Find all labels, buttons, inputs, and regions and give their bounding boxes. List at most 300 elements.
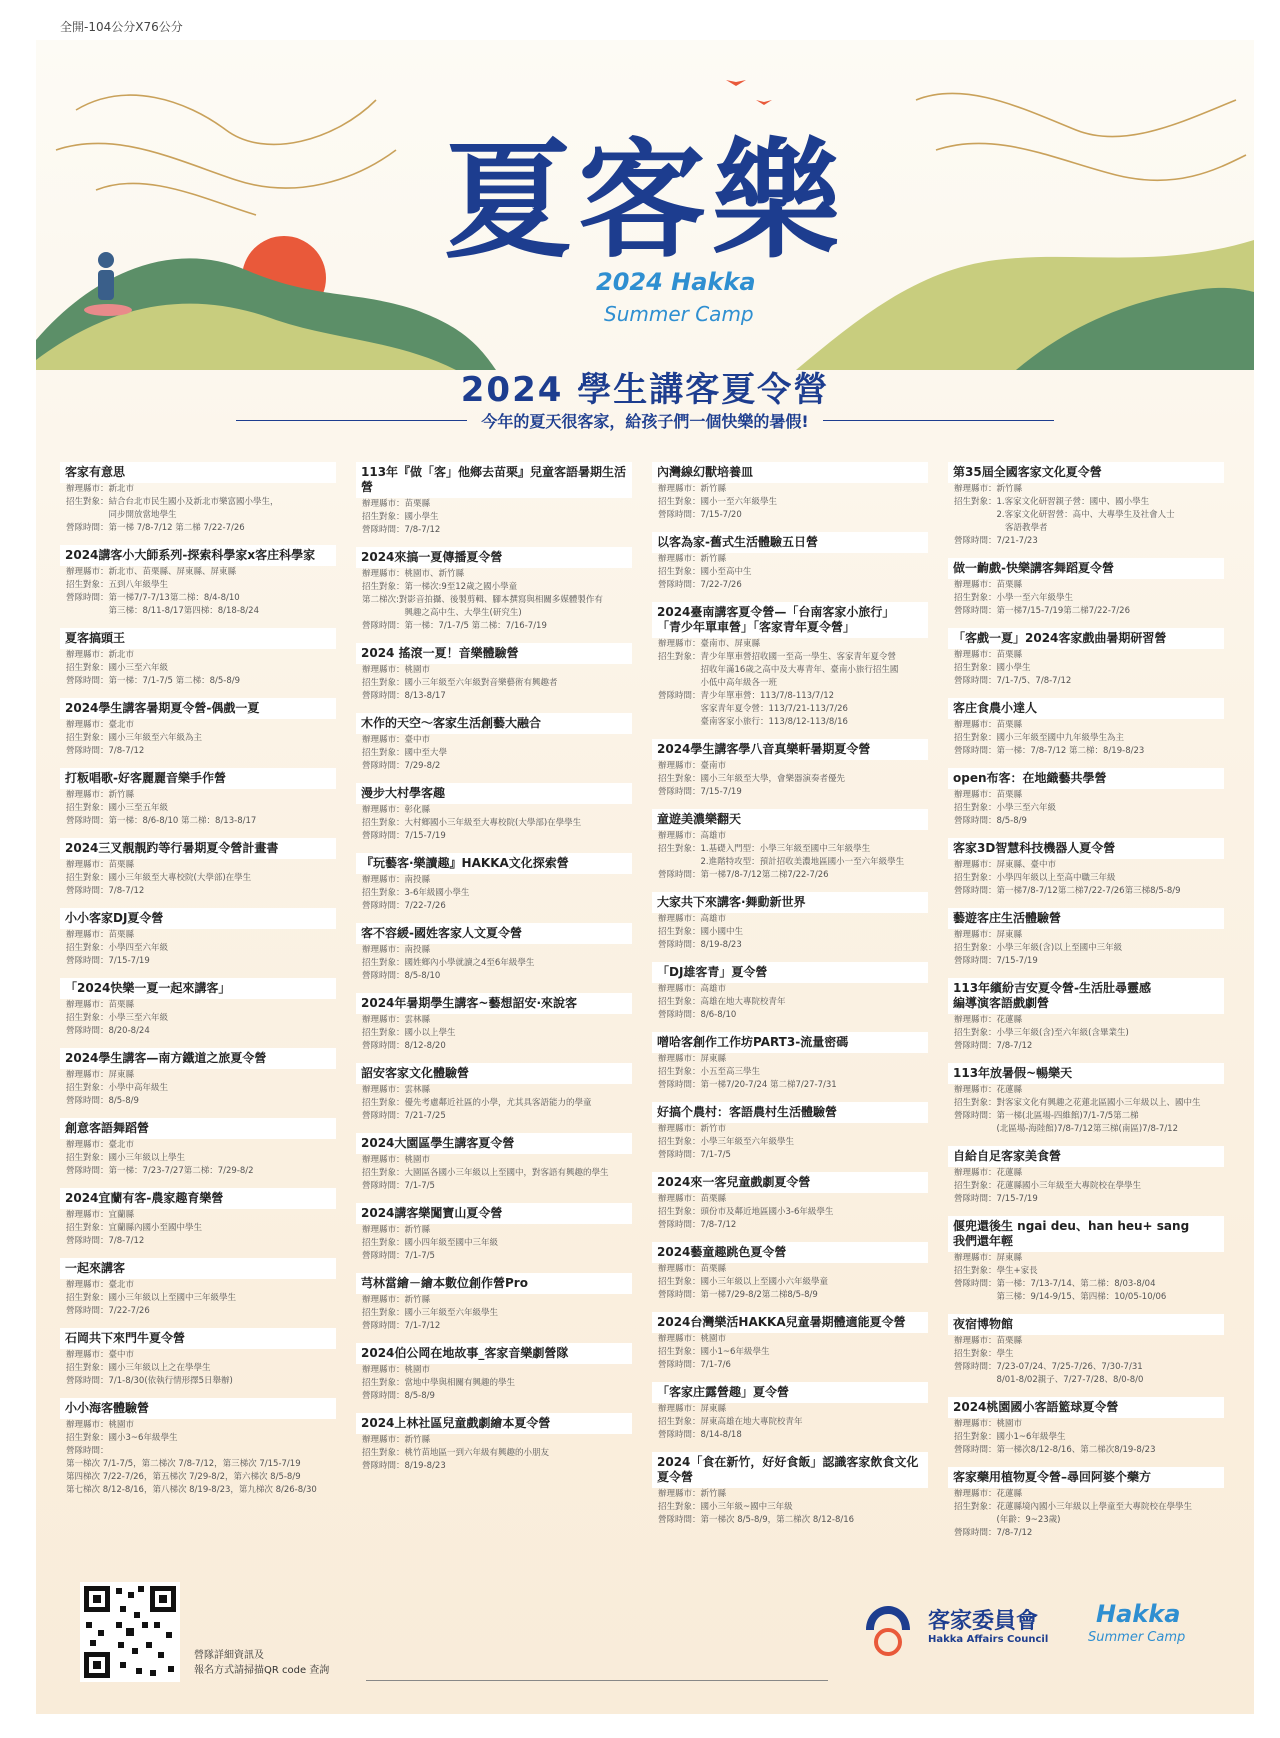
camp-detail: 招生對象：1.基礎入門型：小學三年級至國中三年級學生 2.進階特攻型：預計招收美濃地區國小一至六年級學生 [658, 844, 905, 867]
tagline-rule-left [236, 420, 467, 421]
camp-title: 小小海客體驗營 [60, 1398, 336, 1419]
camp-detail: 辦理縣市：高雄市 [658, 831, 727, 841]
camp-detail: 招生對象：國小三至五年級 [66, 803, 169, 813]
camp-entry [652, 809, 928, 882]
camp-detail: 辦理縣市：屏東縣 [658, 1054, 727, 1064]
camp-detail: 營隊時間：8/13-8/17 [362, 691, 446, 701]
camp-entry [948, 838, 1224, 898]
camp-entry [652, 739, 928, 799]
camp-detail: 營隊時間：第一梯7/29-8/2第二梯8/5-8/9 [658, 1290, 818, 1300]
camp-detail: 營隊時間：7/1-8/30(依執行情形擇5日舉辦) [66, 1376, 233, 1386]
camp-detail: 營隊時間：第一梯：7/1-7/5 第二梯：8/5-8/9 [66, 676, 241, 686]
camp-entry [356, 1273, 632, 1333]
camp-detail: 招生對象：國小三年級至六年級對音樂藝術有興趣者 [362, 678, 558, 688]
camp-title: 「2024快樂一夏一起來講客」 [60, 978, 336, 999]
camp-detail: 營隊時間：第一梯7/15-7/19第二梯7/22-7/26 [954, 606, 1130, 616]
camp-title: 自給自足客家美食營 [948, 1146, 1224, 1167]
camp-detail: 招生對象：國小3~6年級學生 [66, 1433, 178, 1443]
camp-detail: 辦理縣市：臺北市 [66, 720, 135, 730]
hero-title: 夏客樂 [443, 126, 846, 276]
tagline-rule-right [823, 420, 1054, 421]
camp-detail: 招生對象：國小三年級~國中三年級 [658, 1502, 793, 1512]
camp-detail: 辦理縣市：高雄市 [658, 984, 727, 994]
council-name-en: Hakka Affairs Council [928, 1634, 1049, 1645]
camp-detail: 第二梯次:對影音拍攝、後製剪輯、腳本撰寫與相關多媒體製作有 興趣之高中生、大學生(研究生) [362, 595, 603, 618]
camp-detail: 招生對象：國小以上學生 [362, 1028, 456, 1038]
camp-entry [652, 532, 928, 592]
camp-title: 2024臺南講客夏令營—「台南客家小旅行」 「青少年單車營」「客家青年夏令營」 [652, 602, 928, 638]
camp-detail: 辦理縣市：新竹縣 [954, 484, 1023, 494]
hero-subtitle-camp: Summer Camp [604, 302, 754, 326]
camp-detail: 營隊時間：第一梯 7/8-7/12 第二梯 7/22-7/26 [66, 523, 245, 533]
camp-detail: 辦理縣市：新竹縣 [66, 790, 135, 800]
camp-detail: 營隊時間：7/1-7/5 [658, 1150, 731, 1160]
camp-title: 2024來搞一夏傳播夏令營 [356, 547, 632, 568]
camp-entry [948, 462, 1224, 548]
camp-detail: 辦理縣市：苗栗縣 [954, 580, 1023, 590]
camp-entry [948, 768, 1224, 828]
camp-detail: 辦理縣市：新北市、苗栗縣、屏東縣、屏東縣 [66, 567, 237, 577]
camp-entry [356, 547, 632, 633]
camp-detail: 營隊時間：7/15-7/19 [362, 831, 446, 841]
camp-detail: 辦理縣市：臺中市 [362, 735, 431, 745]
camp-entry [948, 628, 1224, 688]
camp-detail: 營隊時間：第一梯：7/8-7/12 第二梯：8/19-8/23 [954, 746, 1145, 756]
camp-detail: 營隊時間：7/1-7/6 [658, 1360, 731, 1370]
camp-title: 「客家庄露營趣」夏令營 [652, 1382, 928, 1403]
camp-title: 「DJ雄客青」夏令營 [652, 962, 928, 983]
camp-entry [60, 1328, 336, 1388]
camp-entry [356, 1413, 632, 1473]
camp-entry [60, 1188, 336, 1248]
camp-detail: 辦理縣市：花蓮縣 [954, 1168, 1023, 1178]
camp-detail: 招生對象：小學一至六年級學生 [954, 593, 1074, 603]
camp-detail: 辦理縣市：苗栗縣 [66, 1000, 135, 1010]
camp-title: 內灣線幻獸培養皿 [652, 462, 928, 483]
camp-detail: 招生對象：小五至高三學生 [658, 1067, 761, 1077]
camp-column-3 [652, 462, 928, 1537]
camp-detail: 招生對象：國小國中生 [658, 927, 744, 937]
camp-title: 大家共下來講客·舞動新世界 [652, 892, 928, 913]
camp-detail: 營隊時間：7/8-7/12 [66, 1236, 145, 1246]
camp-detail: 招生對象：國小三年級以上學生 [66, 1153, 186, 1163]
camp-entry [60, 768, 336, 828]
camp-detail: 辦理縣市：屏東縣 [66, 1070, 135, 1080]
camp-title: 芎林當繪－繪本數位創作營Pro [356, 1273, 632, 1294]
camp-detail: 辦理縣市：屏東縣 [658, 1404, 727, 1414]
camp-detail: 招生對象：小學中高年級生 [66, 1083, 169, 1093]
camp-detail: 招生對象：小學三年級至六年級學生 [658, 1137, 795, 1147]
summer-camp-logo-subtitle: Summer Camp [1088, 1630, 1186, 1645]
camp-detail: 辦理縣市：花蓮縣 [954, 1489, 1023, 1499]
camp-detail: 營隊時間：第一梯7/8-7/12第二梯7/22-7/26 [658, 870, 829, 880]
camp-title: 2024藝童趣跳色夏令營 [652, 1242, 928, 1263]
camp-title: 113年『做「客」他鄉去苗栗』兒童客語暑期生活營 [356, 462, 632, 498]
camp-detail: 營隊時間：7/1-7/5 [362, 1251, 435, 1261]
camp-detail: 招生對象：國小學生 [362, 512, 439, 522]
camp-title: 第35屆全國客家文化夏令營 [948, 462, 1224, 483]
camp-title: 詔安客家文化體驗營 [356, 1063, 632, 1084]
camp-detail: 辦理縣市：苗栗縣 [954, 1336, 1023, 1346]
camp-detail: 第一梯次 7/1-7/5，第二梯次 7/8-7/12，第三梯次 7/15-7/19 [66, 1459, 301, 1469]
camp-detail: 營隊時間：8/19-8/23 [658, 940, 742, 950]
camp-detail: 招生對象：國小至高中生 [658, 567, 752, 577]
camp-detail: 辦理縣市：新北市 [66, 484, 135, 494]
camp-detail: 辦理縣市：桃園市 [66, 1420, 135, 1430]
camp-detail: 營隊時間：第一梯7/20-7/24 第二梯7/27-7/31 [658, 1080, 837, 1090]
camp-detail: 營隊時間：8/19-8/23 [362, 1461, 446, 1471]
camp-detail: 招生對象：大村鄉國小三年級至大專校院(大學部)在學學生 [362, 818, 582, 828]
camp-detail: 招生對象：國小三至六年級 [66, 663, 169, 673]
camp-entry [652, 602, 928, 729]
camp-entry [60, 1048, 336, 1108]
camp-detail: 辦理縣市：苗栗縣 [362, 499, 431, 509]
camp-detail: 招生對象：國小三年級以上之在學學生 [66, 1363, 211, 1373]
camp-title: 2024宜蘭有客-農家趣育樂營 [60, 1188, 336, 1209]
camp-detail: 辦理縣市：臺南市、屏東縣 [658, 639, 761, 649]
camp-detail: 招生對象：花蓮縣國小三年級至大專院校在學學生 [954, 1181, 1142, 1191]
camp-title: open布客：在地織藝共學營 [948, 768, 1224, 789]
camp-title: 以客為家-舊式生活體驗五日營 [652, 532, 928, 553]
camp-entry [652, 892, 928, 952]
camp-title: 木作的天空～客家生活創藝大融合 [356, 713, 632, 734]
camp-detail: 辦理縣市：臺北市 [66, 1140, 135, 1150]
camp-detail: 辦理縣市：高雄市 [658, 914, 727, 924]
camp-detail: 招生對象：小學三至六年級 [66, 1013, 169, 1023]
camp-detail: 招生對象：學生 [954, 1349, 1014, 1359]
camp-detail: 營隊時間：第一梯(北區場-四維館)7/1-7/5第二梯 (北區場-海陸館)7/8-7/12第三梯(南區)7/8-7/12 [954, 1111, 1179, 1134]
camp-title: 夜宿博物館 [948, 1314, 1224, 1335]
camp-detail: 營隊時間：8/5-8/10 [362, 971, 441, 981]
camp-detail: 招生對象：國小三年級至大專校院(大學部)在學生 [66, 873, 252, 883]
camp-detail: 辦理縣市：屏東縣、臺中市 [954, 860, 1057, 870]
camp-title: 2024台灣樂活HAKKA兒童暑期體適能夏令營 [652, 1312, 928, 1333]
camp-detail: 招生對象：結合台北市民生國小及新北市樂富國小學生， 同步開放當地學生 [66, 497, 279, 520]
camp-detail: 招生對象：國小一至六年級學生 [658, 497, 778, 507]
camp-detail: 辦理縣市：屏東縣 [954, 1253, 1023, 1263]
camp-entry [356, 1343, 632, 1403]
camp-detail: 招生對象：學生+家長 [954, 1266, 1038, 1276]
camp-title: 客不容緩-國姓客家人文夏令營 [356, 923, 632, 944]
camp-title: 113年放暑假~暢樂天 [948, 1063, 1224, 1084]
camp-detail: 第四梯次 7/22-7/26，第五梯次 7/29-8/2，第六梯次 8/5-8/9 [66, 1472, 301, 1482]
camp-detail: 營隊時間：第一梯7/7-7/13第二梯：8/4-8/10 第三梯：8/11-8/17第四梯：8/18-8/24 [66, 593, 259, 616]
camp-detail: 營隊時間：第一梯：7/1-7/5 第二梯：7/16-7/19 [362, 621, 547, 631]
camp-detail: 營隊時間：第一梯次 8/5-8/9，第二梯次 8/12-8/16 [658, 1515, 855, 1525]
camp-detail: 招生對象：花蓮縣境內國小三年級以上學童至大專院校在學學生 (年齡：9~23歲) [954, 1502, 1193, 1525]
tagline-row [236, 408, 1054, 432]
camp-detail: 辦理縣市：新北市 [66, 650, 135, 660]
camp-title: 打粄唱歌-好客麗麗音樂手作營 [60, 768, 336, 789]
council-emblem-icon [856, 1600, 920, 1660]
camp-entry [60, 462, 336, 535]
camp-detail: 營隊時間： [66, 1446, 109, 1456]
camp-entry [652, 1242, 928, 1302]
camp-detail: 辦理縣市：桃園市 [362, 1155, 431, 1165]
camp-detail: 營隊時間：7/15-7/19 [658, 787, 742, 797]
camp-detail: 營隊時間：7/15-7/19 [954, 1194, 1038, 1204]
camp-entry [60, 698, 336, 758]
camp-detail: 招生對象：當地中學與相關有興趣的學生 [362, 1378, 516, 1388]
camp-detail: 辦理縣市：雲林縣 [362, 1015, 431, 1025]
qr-instruction [194, 1648, 329, 1678]
camp-detail: 辦理縣市：新竹縣 [362, 1295, 431, 1305]
camp-title: 客家藥用植物夏令營–尋回阿婆个藥方 [948, 1467, 1224, 1488]
camp-entry [652, 962, 928, 1022]
camp-detail: 招生對象：對客家文化有興趣之花蓮北區國小三年級以上、國中生 [954, 1098, 1201, 1108]
camp-detail: 招生對象：國小1~6年級學生 [954, 1432, 1066, 1442]
camp-detail: 招生對象：小學四至六年級 [66, 943, 169, 953]
camp-detail: 招生對象：國小三年級以上至國中三年級學生 [66, 1293, 237, 1303]
camp-title: 好搞个農村：客語農村生活體驗營 [652, 1102, 928, 1123]
camp-detail: 辦理縣市：苗栗縣 [954, 720, 1023, 730]
camp-entry [60, 545, 336, 618]
camp-entry [356, 853, 632, 913]
camp-entry [948, 1063, 1224, 1136]
camp-detail: 營隊時間：7/8-7/12 [362, 525, 441, 535]
camp-title: 『玩藝客·樂讀趣』HAKKA文化探索營 [356, 853, 632, 874]
camp-detail: 營隊時間：7/8-7/12 [954, 1041, 1033, 1051]
camp-detail: 營隊時間：7/15-7/20 [658, 510, 742, 520]
camp-entry [60, 1118, 336, 1178]
camp-detail: 招生對象：第一梯次:9至12歲之國小學童 [362, 582, 518, 592]
camp-entry [60, 838, 336, 898]
camp-entry [356, 1063, 632, 1123]
camp-title: 2024三叉靚靚趵等行暑期夏令營計畫書 [60, 838, 336, 859]
qr-instruction-line-1: 營隊詳細資訊及 [194, 1650, 264, 1661]
camp-listing [60, 462, 1244, 1538]
camp-detail: 招生對象：國小學生 [954, 663, 1031, 673]
camp-title: 2024「食在新竹，好好食飯」認識客家飲食文化夏令營 [652, 1452, 928, 1488]
camp-title: 2024講客樂闖寶山夏令營 [356, 1203, 632, 1224]
camp-entry [356, 643, 632, 703]
camp-detail: 營隊時間：7/15-7/19 [954, 956, 1038, 966]
camp-entry [60, 978, 336, 1038]
camp-detail: 辦理縣市：新竹市 [658, 1124, 727, 1134]
camp-title: 2024大園區學生講客夏令營 [356, 1133, 632, 1154]
camp-entry [652, 1032, 928, 1092]
camp-detail: 辦理縣市：新竹縣 [658, 1489, 727, 1499]
poster [36, 40, 1254, 1714]
camp-entry [948, 1314, 1224, 1387]
hero-subtitle-year: 2024 Hakka [596, 268, 756, 296]
camp-title: 客庄食農小達人 [948, 698, 1224, 719]
camp-detail: 招生對象：桃竹苗地區一到六年級有興趣的小朋友 [362, 1448, 550, 1458]
camp-detail: 辦理縣市：新竹縣 [362, 1225, 431, 1235]
camp-title: 2024學生講客學八音真樂軒暑期夏令營 [652, 739, 928, 760]
camp-title: 一起來講客 [60, 1258, 336, 1279]
camp-detail: 辦理縣市：苗栗縣 [658, 1194, 727, 1204]
camp-entry [652, 462, 928, 522]
camp-entry [948, 1146, 1224, 1206]
camp-title: 漫步大村學客趣 [356, 783, 632, 804]
council-name: 客家委員會 [928, 1609, 1039, 1634]
camp-detail: 招生對象：國中至大學 [362, 748, 448, 758]
camp-title: 2024伯公岡在地故事_客家音樂劇營隊 [356, 1343, 632, 1364]
camp-detail: 營隊時間：7/22-7/26 [362, 901, 446, 911]
camp-entry [356, 1203, 632, 1263]
camp-title: 夏客搞頭王 [60, 628, 336, 649]
camp-detail: 招生對象：國小三年級至國中九年級學生為主 [954, 733, 1125, 743]
camp-detail: 辦理縣市：桃園市 [658, 1334, 727, 1344]
qr-code-icon[interactable] [80, 1582, 180, 1682]
camp-entry [356, 783, 632, 843]
camp-detail: 營隊時間：7/22-7/26 [66, 1306, 150, 1316]
camp-detail: 招生對象：宜蘭縣內國小至國中學生 [66, 1223, 203, 1233]
camp-detail: 營隊時間：7/29-8/2 [362, 761, 441, 771]
camp-detail: 營隊時間：7/23-07/24、7/25-7/26、7/30-7/31 8/01-8/02親子、7/27-7/28、8/0-8/0 [954, 1362, 1144, 1385]
summer-camp-logo-title: Hakka [1096, 1600, 1181, 1628]
camp-detail: 辦理縣市：宜蘭縣 [66, 1210, 135, 1220]
camp-detail: 招生對象：小學三至六年級 [954, 803, 1057, 813]
camp-detail: 辦理縣市：花蓮縣 [954, 1085, 1023, 1095]
camp-title: 石岡共下來門牛夏令營 [60, 1328, 336, 1349]
camp-detail: 營隊時間：7/21-7/25 [362, 1111, 446, 1121]
camp-title: 2024講客小大師系列-探索科學家x客庄科學家 [60, 545, 336, 566]
camp-detail: 辦理縣市：苗栗縣 [66, 860, 135, 870]
camp-entry [652, 1452, 928, 1527]
camp-detail: 辦理縣市：新竹縣 [658, 554, 727, 564]
camp-column-1 [60, 462, 336, 1507]
camp-detail: 營隊時間：8/12-8/20 [362, 1041, 446, 1051]
camp-detail: 營隊時間：8/20-8/24 [66, 1026, 150, 1036]
camp-entry [652, 1102, 928, 1162]
camp-entry [652, 1382, 928, 1442]
camp-detail: 招生對象：大園區各國小三年級以上至國中，對客語有興趣的學生 [362, 1168, 609, 1178]
camp-detail: 營隊時間：8/5-8/9 [362, 1391, 435, 1401]
camp-detail: 辦理縣市：苗栗縣 [954, 790, 1023, 800]
camp-detail: 辦理縣市：桃園市、新竹縣 [362, 569, 465, 579]
camp-entry [356, 923, 632, 983]
camp-detail: 招生對象：國小四年級至國中三年級 [362, 1238, 499, 1248]
camp-title: 噌哈客創作工作坊PART3-流量密碼 [652, 1032, 928, 1053]
camp-title: 2024 搖滾一夏！音樂體驗營 [356, 643, 632, 664]
camp-detail: 營隊時間：8/5-8/9 [66, 1096, 139, 1106]
camp-title: 創意客語舞蹈營 [60, 1118, 336, 1139]
camp-title: 藝遊客庄生活體驗營 [948, 908, 1224, 929]
camp-detail: 辦理縣市：苗栗縣 [954, 650, 1023, 660]
camp-detail: 辦理縣市：臺北市 [66, 1280, 135, 1290]
camp-title: 小小客家DJ夏令營 [60, 908, 336, 929]
camp-detail: 辦理縣市：新竹縣 [362, 1435, 431, 1445]
camp-detail: 招生對象：國小三年級至六年級為主 [66, 733, 203, 743]
tagline: 今年的夏天很客家，給孩子們一個快樂的暑假! [481, 411, 809, 431]
footer-divider [366, 1680, 828, 1681]
camp-detail: 辦理縣市：南投縣 [362, 945, 431, 955]
camp-detail: 辦理縣市：臺中市 [66, 1350, 135, 1360]
camp-title: 童遊美濃樂翻天 [652, 809, 928, 830]
camp-detail: 營隊時間：青少年單車營：113/7/8-113/7/12 客家青年夏令營：113/7/21-113/7/26 臺南客家小旅行：113/8/12-113/8/16 [658, 691, 848, 727]
camp-detail: 招生對象：國姓鄉內小學就讀之4至6年級學生 [362, 958, 535, 968]
camp-detail: 營隊時間：7/21-7/23 [954, 536, 1038, 546]
camp-title: 2024年暑期學生講客~藝想詔安·來說客 [356, 993, 632, 1014]
camp-title: 2024學生講客暑期夏令營-偶戲一夏 [60, 698, 336, 719]
camp-detail: 營隊時間：7/8-7/12 [954, 1528, 1033, 1538]
camp-detail: 招生對象：青少年單車營招收國一至高一學生、客家青年夏令營 招收年滿16歲之高中及大專青年、臺南小旅行招生國 小低中高年級各一班 [658, 652, 899, 688]
camp-detail: 營隊時間：7/8-7/12 [66, 746, 145, 756]
camp-title: 2024桃園國小客語籃球夏令營 [948, 1397, 1224, 1418]
camp-detail: 營隊時間：7/8-7/12 [658, 1220, 737, 1230]
camp-detail: 營隊時間：第一梯：8/6-8/10 第二梯：8/13-8/17 [66, 816, 257, 826]
camp-entry [356, 1133, 632, 1193]
camp-title: 2024來一客兒童戲劇夏令營 [652, 1172, 928, 1193]
camp-entry [652, 1312, 928, 1372]
camp-column-2 [356, 462, 632, 1483]
camp-column-4 [948, 462, 1224, 1550]
camp-detail: 辦理縣市：彰化縣 [362, 805, 431, 815]
camp-detail: 招生對象：國小三年級至六年級學生 [362, 1308, 499, 1318]
camp-detail: 招生對象：國小1~6年級學生 [658, 1347, 770, 1357]
camp-detail: 營隊時間：7/22-7/26 [658, 580, 742, 590]
camp-detail: 招生對象：國小三年級以上至國小六年級學童 [658, 1277, 829, 1287]
camp-detail: 辦理縣市：花蓮縣 [954, 1015, 1023, 1025]
camp-title: 2024學生講客—南方鐵道之旅夏令營 [60, 1048, 336, 1069]
camp-detail: 營隊時間：第一梯：7/13-7/14、第二梯：8/03-8/04 第三梯：9/14-9/15、第四梯：10/05-10/06 [954, 1279, 1167, 1302]
camp-detail: 辦理縣市：南投縣 [362, 875, 431, 885]
camp-detail: 辦理縣市：桃園市 [362, 1365, 431, 1375]
camp-detail: 招生對象：頭份市及鄰近地區國小3-6年級學生 [658, 1207, 834, 1217]
camp-entry [60, 1398, 336, 1497]
camp-detail: 營隊時間：7/15-7/19 [66, 956, 150, 966]
camp-detail: 辦理縣市：桃園市 [362, 665, 431, 675]
camp-title: 客家有意思 [60, 462, 336, 483]
camp-detail: 招生對象：小學三年級(含)以上至國中三年級 [954, 943, 1123, 953]
camp-detail: 營隊時間：7/1-7/5 [362, 1181, 435, 1191]
camp-detail: 招生對象：屏東高雄在地大專院校青年 [658, 1417, 803, 1427]
camp-entry [356, 462, 632, 537]
main-title: 2024 學生講客夏令營 [460, 370, 830, 410]
camp-entry [948, 1397, 1224, 1457]
camp-detail: 招生對象：3-6年級國小學生 [362, 888, 470, 898]
print-size-note: 全開-104公分X76公分 [60, 20, 183, 34]
camp-detail: 營隊時間：7/8-7/12 [66, 886, 145, 896]
camp-detail: 辦理縣市：雲林縣 [362, 1085, 431, 1095]
camp-entry [948, 978, 1224, 1053]
camp-detail: 第七梯次 8/12-8/16，第八梯次 8/19-8/23，第九梯次 8/26-8/30 [66, 1485, 317, 1495]
camp-detail: 營隊時間：8/14-8/18 [658, 1430, 742, 1440]
camp-detail: 招生對象：小學四年級以上至高中職三年級 [954, 873, 1116, 883]
camp-entry [948, 698, 1224, 758]
camp-entry [948, 1467, 1224, 1540]
camp-detail: 營隊時間：8/5-8/9 [954, 816, 1027, 826]
camp-title: 客家3D智慧科技機器人夏令營 [948, 838, 1224, 859]
camp-detail: 辦理縣市：屏東縣 [954, 930, 1023, 940]
camp-detail: 招生對象：小學三年級(含)至六年級(含畢業生) [954, 1028, 1129, 1038]
camp-detail: 營隊時間：第一梯：7/23-7/27第二梯：7/29-8/2 [66, 1166, 254, 1176]
camp-entry [652, 1172, 928, 1232]
camp-detail: 招生對象：國小三年級至大學，會樂器演奏者優先 [658, 774, 846, 784]
camp-detail: 招生對象：高雄在地大專院校青年 [658, 997, 786, 1007]
camp-detail: 辦理縣市：新竹縣 [658, 484, 727, 494]
camp-detail: 辦理縣市：苗栗縣 [658, 1264, 727, 1274]
camp-entry [356, 993, 632, 1053]
camp-title: 113年繽紛吉安夏令營-生活肚尋靈感 編導演客語戲劇營 [948, 978, 1224, 1014]
camp-entry [60, 1258, 336, 1318]
camp-entry [60, 628, 336, 688]
camp-detail: 辦理縣市：苗栗縣 [66, 930, 135, 940]
camp-detail: 辦理縣市：桃園市 [954, 1419, 1023, 1429]
camp-entry [948, 558, 1224, 618]
qr-instruction-line-2: 報名方式請掃描QR code 查詢 [194, 1665, 330, 1676]
camp-detail: 營隊時間：8/6-8/10 [658, 1010, 737, 1020]
camp-detail: 營隊時間：第一梯次8/12-8/16、第二梯次8/19-8/23 [954, 1445, 1156, 1455]
camp-detail: 營隊時間：第一梯7/8-7/12第二梯7/22-7/26第三梯8/5-8/9 [954, 886, 1181, 896]
camp-entry [356, 713, 632, 773]
camp-detail: 營隊時間：7/1-7/12 [362, 1321, 441, 1331]
camp-entry [60, 908, 336, 968]
camp-detail: 營隊時間：7/1-7/5、7/8-7/12 [954, 676, 1072, 686]
camp-detail: 招生對象：優先考慮鄰近社區的小學，尤其具客語能力的學童 [362, 1098, 592, 1108]
